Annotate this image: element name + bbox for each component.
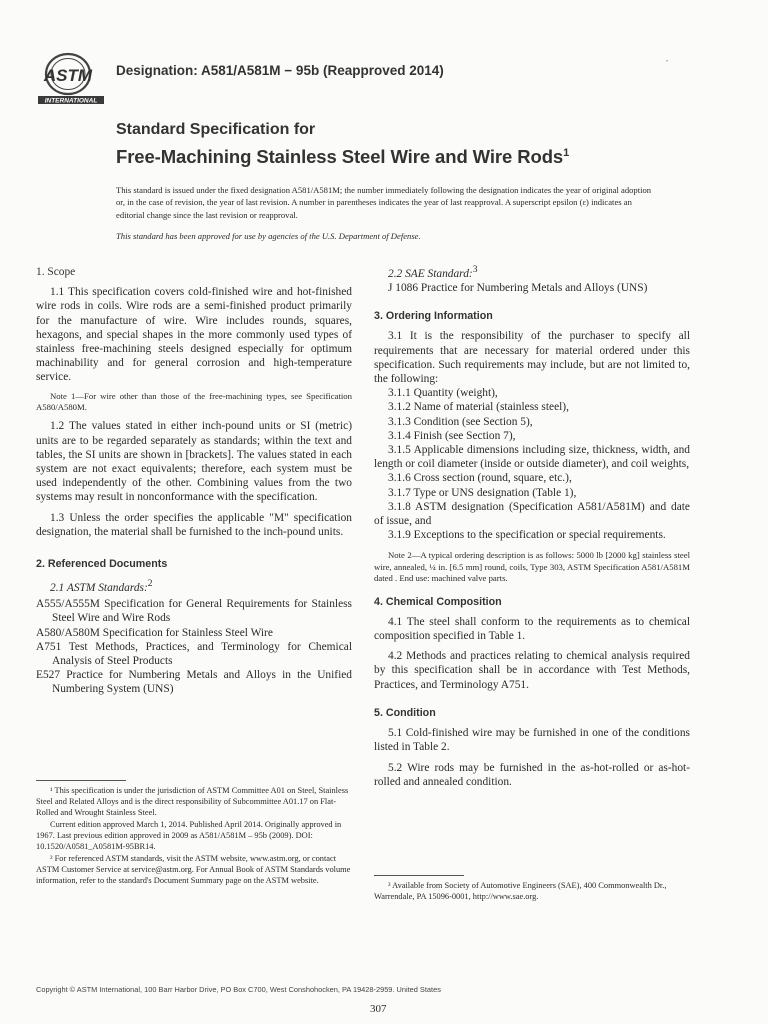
title-footnote-ref: 1 xyxy=(563,146,570,159)
footnote-ref-3: 3 xyxy=(472,265,478,275)
ref-e527: E527 Practice for Numbering Metals and Alloys in the Unified Numbering System (UNS) xyxy=(36,669,352,696)
subsection-2-2 xyxy=(374,263,690,281)
item-3-1-8: 3.1.8 ASTM designation (Specification A581/A581M) and date of issue, and xyxy=(374,500,690,528)
paragraph-1-1: 1.1 This specification covers cold-finished wire and hot-finished wire rods in coils. Wire rods are a semi-finished product primarily for the manufacture of wire. Wire includes rounds, squares, hexagons, and special shapes in the more commonly used types of stainless free-machining steels designed especially for optimum machinability and for general corrosion and high-temperature service. xyxy=(36,286,352,384)
paragraph-3-1: 3.1 It is the responsibility of the purchaser to specify all requirements that are necessary for material ordered under this specification. Such requirements may include, but are not limited to, the following: xyxy=(374,330,690,386)
astm-logo xyxy=(34,50,108,112)
item-3-1-9: 3.1.9 Exceptions to the specification or special requirements. xyxy=(388,529,666,542)
paragraph-5-2: 5.2 Wire rods may be furnished in the as-hot-rolled or as-hot-rolled and annealed condition. xyxy=(374,761,690,788)
logo-text: ASTM xyxy=(43,66,93,85)
right-footnotes xyxy=(374,880,690,903)
designation: Designation: A581/A581M − 95b (Reapproved 2014) xyxy=(116,63,444,78)
astm-standards-label: 2.1 ASTM Standards: xyxy=(50,582,148,595)
item-3-1-7: 3.1.7 Type or UNS designation (Table 1), xyxy=(388,486,577,499)
left-footnotes xyxy=(36,785,352,887)
left-column xyxy=(36,265,352,697)
title-text: Free-Machining Stainless Steel Wire and Wire Rods xyxy=(116,146,564,167)
section-2-heading: 2. Referenced Documents xyxy=(36,558,168,571)
note-1: Note 1—For wire other than those of the free-machining types, see Specification A580/A580M. xyxy=(36,390,352,413)
footnote-1: ¹ This specification is under the jurisdiction of ASTM Committee A01 on Steel, Stainless Steel and Related Alloys and is the direct responsibility of Subcommittee A01.17 on Flat-Rolled and Wrought Stainless Steel. xyxy=(36,786,349,817)
section-3-heading: 3. Ordering Information xyxy=(374,310,493,323)
page-number: 307 xyxy=(370,1003,387,1015)
title-line2 xyxy=(116,146,569,168)
scan-mark: • xyxy=(666,59,669,65)
ref-a751: A751 Test Methods, Practices, and Terminology for Chemical Analysis of Steel Products xyxy=(36,640,352,668)
footnote-rule xyxy=(36,780,126,781)
footnote-3: ³ Available from Society of Automotive Engineers (SAE), 400 Commonwealth Dr., Warrendale, PA 15096-0001, http://www.sae.org. xyxy=(374,881,667,901)
right-column xyxy=(374,263,690,795)
paragraph-4-2: 4.2 Methods and practices relating to chemical analysis required by this specification shall be in accordance with Test Methods, Practices, and Terminology A751. xyxy=(374,650,690,691)
sae-standard-label: 2.2 SAE Standard: xyxy=(388,267,473,280)
footnote-1-edition: Current edition approved March 1, 2014. Published April 2014. Originally approved in 1967. Last previous edition approved in 2009 as A581/A581M – 95b (2009). DOI: 10.1520/A0581_A0581M-95BR14. xyxy=(36,820,342,851)
section-1-heading: 1. Scope xyxy=(36,266,76,278)
note-2: Note 2—A typical ordering description is as follows: 5000 lb [2000 kg] stainless steel wire, annealed, ¼ in. [6.5 mm] round, coils, Type 303, ASTM Specification A581/A581M dated . End use: machined valve parts. xyxy=(374,550,690,584)
item-3-1-1: 3.1.1 Quantity (weight), xyxy=(388,387,498,400)
section-4-heading: 4. Chemical Composition xyxy=(374,595,502,608)
ref-j1086: J 1086 Practice for Numbering Metals and Alloys (UNS) xyxy=(388,282,648,294)
subsection-2-1 xyxy=(36,577,352,595)
item-3-1-2: 3.1.2 Name of material (stainless steel), xyxy=(388,401,569,414)
paragraph-1-3: 1.3 Unless the order specifies the applicable "M" specification designation, the material shall be furnished to the inch-pound units. xyxy=(36,511,352,538)
item-3-1-6: 3.1.6 Cross section (round, square, etc.), xyxy=(388,472,572,485)
ref-a580: A580/A580M Specification for Stainless Steel Wire xyxy=(36,626,273,639)
item-3-1-5: 3.1.5 Applicable dimensions including size, thickness, width, and length or coil diameter (inside or outside diameter), and coil weights, xyxy=(374,444,690,471)
footnote-rule-right xyxy=(374,875,464,876)
paragraph-1-2: 1.2 The values stated in either inch-pound units or SI (metric) units are to be regarded separately as standards; within the text and tables, the SI units are shown in [brackets]. The values stated in each system are not exact equivalents; therefore, each system must be used independently of the other. Combining values from the two systems may result in nonconformance with the specification. xyxy=(36,420,352,504)
paragraph-4-1: 4.1 The steel shall conform to the requirements as to chemical composition specified in Table 1. xyxy=(374,615,690,643)
item-3-1-4: 3.1.4 Finish (see Section 7), xyxy=(388,429,516,442)
copyright-line: Copyright © ASTM International, 100 Barr Harbor Drive, PO Box C700, West Conshohocken, PA 19428-2959. United States xyxy=(36,985,441,994)
ref-a555: A555/A555M Specification for General Requirements for Stainless Steel Wire and Wire Rods xyxy=(36,598,352,625)
issuance-notice: This standard is issued under the fixed designation A581/A581M; the number immediately following the designation indicates the year of original adoption or, in the case of revision, the year of last revision. A number in parentheses indicates the year of last reapproval. A superscript epsilon (ε) indicates an editorial change since the last revision or reapproval. xyxy=(116,185,652,220)
section-5-heading: 5. Condition xyxy=(374,706,436,719)
title-line1: Standard Specification for xyxy=(116,121,316,138)
footnote-ref-2: 2 xyxy=(147,579,153,590)
dod-approval-notice: This standard has been approved for use by agencies of the U.S. Department of Defense. xyxy=(116,231,421,241)
item-3-1-3: 3.1.3 Condition (see Section 5), xyxy=(388,415,533,428)
logo-subtext: INTERNATIONAL xyxy=(44,97,98,105)
footnote-2: ² For referenced ASTM standards, visit the ASTM website, www.astm.org, or contact ASTM Customer Service at service@astm.org. For Annual Book of ASTM Standards volume information, refer to the standard's Document Summary page on the ASTM website. xyxy=(36,854,351,885)
paragraph-5-1: 5.1 Cold-finished wire may be furnished in one of the conditions listed in Table 2. xyxy=(374,727,690,754)
